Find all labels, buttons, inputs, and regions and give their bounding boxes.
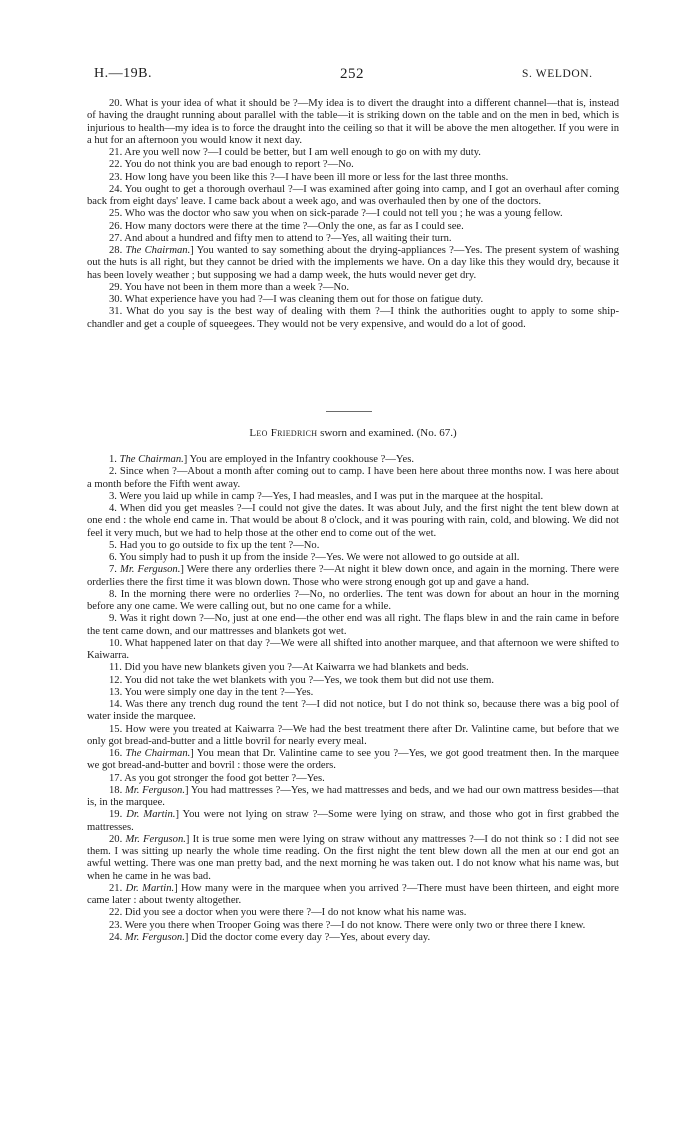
section-divider	[326, 411, 372, 412]
question-answer: 22. Did you see a doctor when you were there ?—I do not know what his name was.	[109, 907, 467, 919]
speaker-name: Mr. Ferguson.	[124, 931, 185, 943]
question-answer: 18. Mr. Ferguson.] You had mattresses ?—Yes, we had mattresses and beds, and we had our own mattress besides—that is, in the marquee.	[87, 784, 619, 808]
question-answer: 19. Dr. Martin.] You were not lying on straw ?—Some were lying on straw, and those who got in first grabbed the mattresses.	[87, 809, 619, 833]
question-answer: 23. Were you there when Trooper Going was there ?—I do not know. There were only two or three there I knew.	[109, 919, 586, 931]
question-answer: 5. Had you to go outside to fix up the tent ?—No.	[109, 539, 320, 551]
testimony-continued	[87, 98, 619, 331]
speaker-name: Dr. Martin.	[126, 809, 176, 821]
question-answer: 21. Dr. Martin.] How many were in the marquee when you arrived ?—There must have been thirteen, and eight more came later : about twenty altogether.	[87, 882, 619, 906]
question-answer: 1. The Chairman.] You are employed in the Infantry cookhouse ?—Yes.	[109, 454, 414, 465]
speaker-name: Mr. Ferguson.	[120, 564, 181, 576]
question-answer: 24. Mr. Ferguson.] Did the doctor come every day ?—Yes, about every day.	[109, 931, 431, 943]
speaker-name: Mr. Ferguson.	[124, 784, 185, 796]
question-answer: 22. You do not think you are bad enough to report ?—No.	[109, 159, 354, 171]
question-answer: 10. What happened later on that day ?—We were all shifted into another marquee, and that afternoon we were shifted to Kaiwarra.	[87, 637, 619, 661]
question-answer: 6. You simply had to push it up from the inside ?—Yes. We were not allowed to go outside at all.	[109, 552, 520, 563]
question-answer: 8. In the morning there were no orderlies ?—No, no orderlies. The tent was down for about an hour in the morning before any one came. We were calling out, but no one came for a while.	[87, 588, 619, 612]
question-answer: 14. Was there any trench dug round the tent ?—I did not notice, but I do not think so, because there was a big pool of water inside the marquee.	[87, 699, 619, 723]
question-answer: 26. How many doctors were there at the time ?—Only the one, as far as I could see.	[109, 220, 464, 232]
speaker-name: Mr. Ferguson.	[125, 833, 186, 845]
question-answer: 25. Who was the doctor who saw you when on sick-parade ?—I could not tell you ; he was a young fellow.	[109, 208, 563, 220]
question-answer: 15. How were you treated at Kaiwarra ?—We had the best treatment there after Dr. Valintine came, but before that we only got bread-and-butter and a little bovril for nearly every meal.	[87, 723, 619, 747]
question-answer: 20. Mr. Ferguson.] It is true some men were lying on straw without any mattresses ?—I do not think so : I did not see them. I was sitting up nearly the whole time reading. On the first night the tent blew down all the men at our end got an awful wetting. There was one man pretty bad, and the next morning he was taken out. I do not know what his name was, but when he came in he was bad.	[87, 833, 619, 882]
testimony-new-witness	[87, 454, 619, 944]
question-answer: 13. You were simply one day in the tent ?—Yes.	[109, 686, 314, 698]
witness-heading: Leo Friedrich sworn and examined. (No. 67.)	[249, 427, 457, 439]
question-answer: 30. What experience have you had ?—I was cleaning them out for those on fatigue duty.	[109, 294, 484, 305]
question-answer: 28. The Chairman.] You wanted to say something about the drying-appliances ?—Yes. The present system of washing out the huts is all right, but they cannot be dried with the implements we have. On a day like this they would dry, because it has been lovely weather ; but supposing we had a damp week, the huts would never get dry.	[87, 245, 619, 281]
question-answer: 9. Was it right down ?—No, just at one end—the other end was all right. The flaps blew in and the rain came in before the tent came down, and our mattresses and blankets got wet.	[87, 613, 619, 637]
speaker-name: The Chairman.	[125, 245, 191, 256]
question-answer: 2. Since when ?—About a month after coming out to camp. I have been here about three months now. I was here about a month before the Fifth went away.	[87, 466, 619, 490]
question-answer: 12. You did not take the wet blankets with you ?—Yes, we took them but did not use them.	[109, 674, 494, 686]
question-answer: 23. How long have you been like this ?—I have been ill more or less for the last three months.	[109, 171, 509, 183]
question-answer: 24. You ought to get a thorough overhaul ?—I was examined after going into camp, and I got an overhaul after coming back from eight days' leave. I came back about a week ago, and was overhauled then by one of the doctors.	[87, 183, 619, 207]
speaker-name: The Chairman.	[119, 454, 184, 465]
question-answer: 11. Did you have new blankets given you ?—At Kaiwarra we had blankets and beds.	[109, 662, 469, 674]
question-answer: 4. When did you get measles ?—I could not give the dates. It was about July, and the first night the tent blew down at one end : the whole end came in. That would be about 8 o'clock, and it was pouring with rain, cold, and blowing. We did not feel it very much, but we had to help those at the other end to come out of the wet.	[87, 503, 619, 539]
question-answer: 16. The Chairman.] You mean that Dr. Valintine came to see you ?—Yes, we got good treatment then. In the marquee we got bread-and-butter and bovril : those were the orders.	[87, 748, 619, 772]
question-answer: 17. As you got stronger the food got better ?—Yes.	[109, 772, 325, 784]
question-answer: 31. What do you say is the best way of dealing with them ?—I think the authorities ought to apply to some ship-chandler and get a couple of squeegees. They would not be very expensive, and would do a lot of good.	[87, 306, 619, 330]
question-answer: 7. Mr. Ferguson.] Were there any orderlies there ?—At night it blew down once, and again in the morning. There were orderlies there the first time it was blown down. Those who were strong enough got up and gave a hand.	[87, 564, 619, 588]
document-reference: H.—19B.	[94, 66, 152, 81]
question-answer: 20. What is your idea of what it should be ?—My idea is to divert the draught into a different channel—that is, instead of having the draught running about parallel with the table—it is striking down on the table and on the men in bed, which is injurious to health—my idea is to force the draught into the ceiling so that it will be above the men altogether. If you were in a hut for an afternoon you would know it next day.	[87, 98, 619, 146]
question-answer: 27. And about a hundred and fifty men to attend to ?—Yes, all waiting their turn.	[109, 232, 452, 244]
speaker-name: The Chairman.	[125, 748, 191, 759]
page-number: 252	[340, 66, 364, 82]
question-answer: 3. Were you laid up while in camp ?—Yes, I had measles, and I was put in the marquee at the hospital.	[109, 490, 544, 502]
witness-running-head: S. WELDON.	[522, 68, 593, 80]
question-answer: 21. Are you well now ?—I could be better, but I am well enough to go on with my duty.	[109, 147, 481, 158]
witness-name: Leo Friedrich	[249, 427, 318, 439]
question-answer: 29. You have not been in them more than a week ?—No.	[109, 281, 350, 293]
speaker-name: Dr. Martin.	[125, 882, 175, 894]
